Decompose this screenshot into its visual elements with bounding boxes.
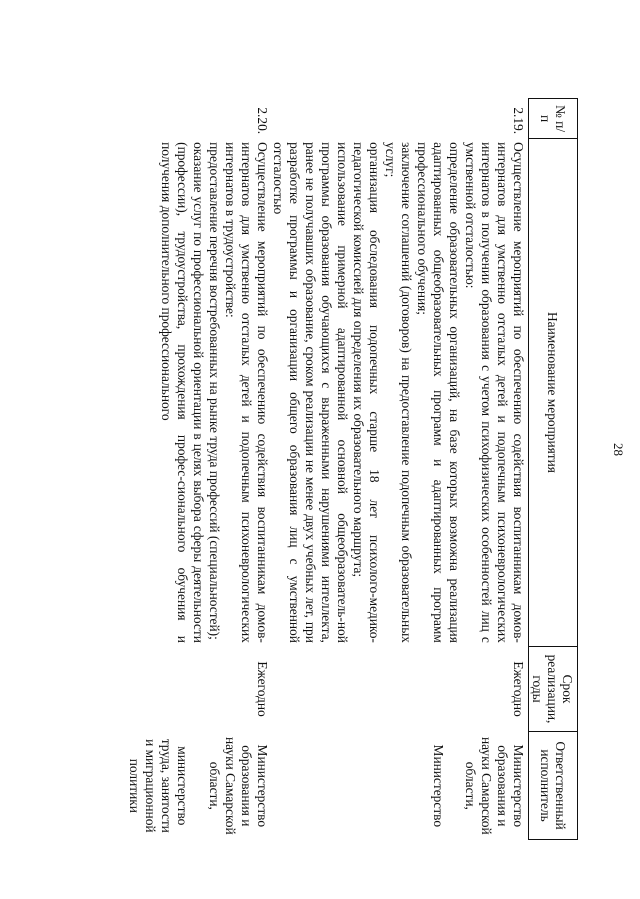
responsible-line: Министерство образования и науки Самарской области, <box>463 736 526 835</box>
name-line: заключение соглашений (договоров) на предоставление подопечным образовательных услуг; <box>383 142 414 643</box>
row-term: Ежегодно <box>255 661 270 717</box>
table-row <box>110 99 270 840</box>
name-line: предоставление перечня востребованных на рынке труда профессий (специальностей); <box>207 142 222 640</box>
table-header-row <box>529 99 578 840</box>
responsible-line: Министерство образования и науки Самарской области, <box>207 736 270 835</box>
row-responsible <box>110 732 270 840</box>
measures-table <box>110 98 578 840</box>
name-line: Осуществление мероприятий по обеспечению содействия воспитанникам домов-интернатов для умственно отсталых детей и подопечным психоневрологических интернатов в трудоустройстве: <box>223 142 270 643</box>
name-line: определение образовательных организаций, на базе которых возможна реализация адаптированных общеобразовательных программ и адаптированных программ профессионального обучения; <box>415 142 462 643</box>
page-number: 28 <box>611 443 626 456</box>
row-responsible <box>270 732 529 840</box>
name-line: использование примерной адаптированной основной общеобразователь-ной программы образования обучающихся с выраженными нарушениями интеллекта, ранее не получавших образование, сроком реализации не менее двух учебных лет, при разработке программы и организации общего образования лиц с умственной отсталостью <box>271 142 350 643</box>
header-name: Наименование мероприятия <box>529 139 578 647</box>
name-line: Осуществление мероприятий по обеспечению содействия воспитанникам домов-интернатов для умственно отсталых детей и подопечным психоневрологических интернатов в получении образования с учетом психофизических особенностей лиц с умственной отсталостью: <box>463 142 526 643</box>
row-term: Ежегодно <box>511 661 526 717</box>
name-line: оказание услуг по профессиональной ориентации в целях выбора сферы деятельности (профессии), трудоустройства, прохождения профес-сионального обучения и получения дополнительного профессионального <box>159 142 206 643</box>
row-num: 2.19. <box>511 107 526 135</box>
name-line: организация обследования подопечных старше 18 лет психолого-медико-педагогической комиссией для определения их образовательного маршрута; <box>351 142 382 643</box>
header-num: № п/п <box>529 99 578 139</box>
header-term: Срок реализации, годы <box>529 646 578 731</box>
row-name <box>110 139 270 647</box>
row-num: 2.20. <box>255 107 270 135</box>
responsible-line: Министерство <box>431 744 446 828</box>
row-name <box>270 139 529 647</box>
header-responsible: Ответственный исполнитель <box>529 732 578 840</box>
table-row <box>270 99 529 840</box>
responsible-line: министерство труда, занятости и миграционной политики <box>127 738 190 833</box>
